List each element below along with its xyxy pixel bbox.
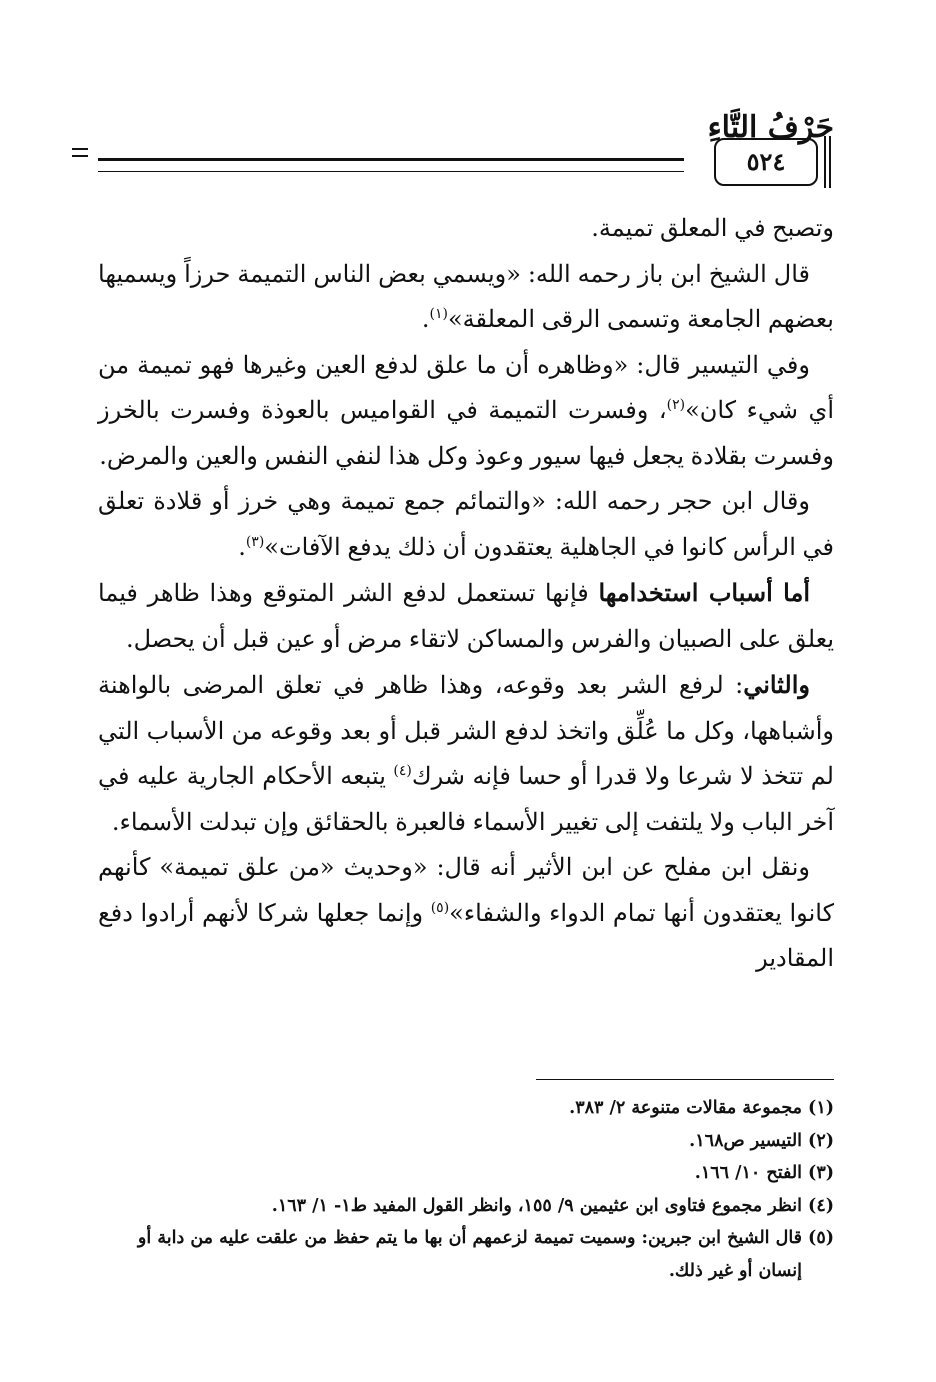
paragraph-7: ونقل ابن مفلح عن ابن الأثير أنه قال: «وحديث «من علق تميمة» كأنهم كانوا يعتقدون أنها تمام الدواء والشفاء»$^{(٥)}$ وإنما جعلها شركا لأنهم أرادوا دفع المقادير <box>98 853 834 972</box>
footnote-continuation: إنسان أو غير ذلك. <box>668 1260 802 1281</box>
footnotes <box>98 1092 834 1287</box>
running-title: حَرْفُ التَّاءِ <box>707 110 834 145</box>
paragraph-1: وتصبح في المعلق تميمة. <box>591 214 834 242</box>
header-rule <box>98 158 684 172</box>
section-lead: والثاني <box>743 670 810 699</box>
footnote: (٢)التيسير ص١٦٨. <box>689 1130 834 1151</box>
footnote-ref-5: (٥) <box>430 899 450 916</box>
footnote: (١)مجموعة مقالات متنوعة ٢/ ٣٨٣. <box>569 1098 834 1118</box>
paragraph-6: والثاني: لرفع الشر بعد وقوعه، وهذا ظاهر في تعلق المرضى بالواهنة وأشباهها، وكل ما عُلِّق واتخذ لدفع الشر قبل أو بعد وقوعه من الأسباب التي لم تتخذ لا شرعا ولا قدرا أو حسا فإنه شرك$^{(٤)}$ يتبعه الأحكام الجارية عليه في آخر الباب ولا يلتفت إلى تغيير الأسماء فالعبرة بالحقائق وإن تبدلت الأسماء. <box>98 670 834 836</box>
section-lead: أما أسباب استخدامها <box>598 578 811 607</box>
footnote-ref-3: (٣) <box>245 533 265 550</box>
footnote-separator <box>536 1079 834 1080</box>
main-text <box>98 206 834 982</box>
footnote-ref-1: (١) <box>429 306 448 322</box>
footnote: (٣)الفتح ١٠/ ١٦٦. <box>694 1163 834 1183</box>
footnote: (٤)انظر مجموع فتاوى ابن عثيمين ٩/ ١٥٥، وانظر القول المفيد ط١- ١/ ١٦٣. <box>271 1195 834 1216</box>
footnote-ref-2: (٢) <box>666 397 686 413</box>
footnote: (٥)قال الشيخ ابن جبرين: وسميت تميمة لزعمهم أن بها ما يتم حفظ من علقت عليه من دابة أو <box>137 1228 834 1248</box>
header-bar-ornament <box>820 136 834 188</box>
paragraph-2: قال الشيخ ابن باز رحمه الله: «ويسمي بعض الناس التميمة حرزاً ويسميها بعضهم الجامعة وتسمى الرقى المعلقة»$^{(١)}$. <box>98 259 834 333</box>
paragraph-5: أما أسباب استخدامها فإنها تستعمل لدفع الشر المتوقع وهذا ظاهر فيما يعلق على الصبيان والفرس والمساكن لاتقاء مرض أو عين قبل أن يحصل. <box>98 578 834 653</box>
footnote-ref-4: (٤) <box>393 763 412 779</box>
page-header <box>98 108 834 192</box>
paragraph-3: وفي التيسير قال: «وظاهره أن ما علق لدفع العين وغيرها فهو تميمة من أي شيء كان»$^{(٢)}$، وفسرت التميمة في القواميس بالعوذة وفسرت بالخرز وفسرت بقلادة يجعل فيها سيور وعوذ وكل هذا لنفي النفس والعين والمرض. <box>98 350 834 470</box>
header-end-ornament <box>72 148 88 158</box>
page-number: ٥٢٤ <box>714 138 818 186</box>
paragraph-4: وقال ابن حجر رحمه الله: «والتمائم جمع تميمة وهي خرز أو قلادة تعلق في الرأس كانوا في الجاهلية يعتقدون أن ذلك يدفع الآفات»$^{(٣)}$. <box>98 487 834 561</box>
